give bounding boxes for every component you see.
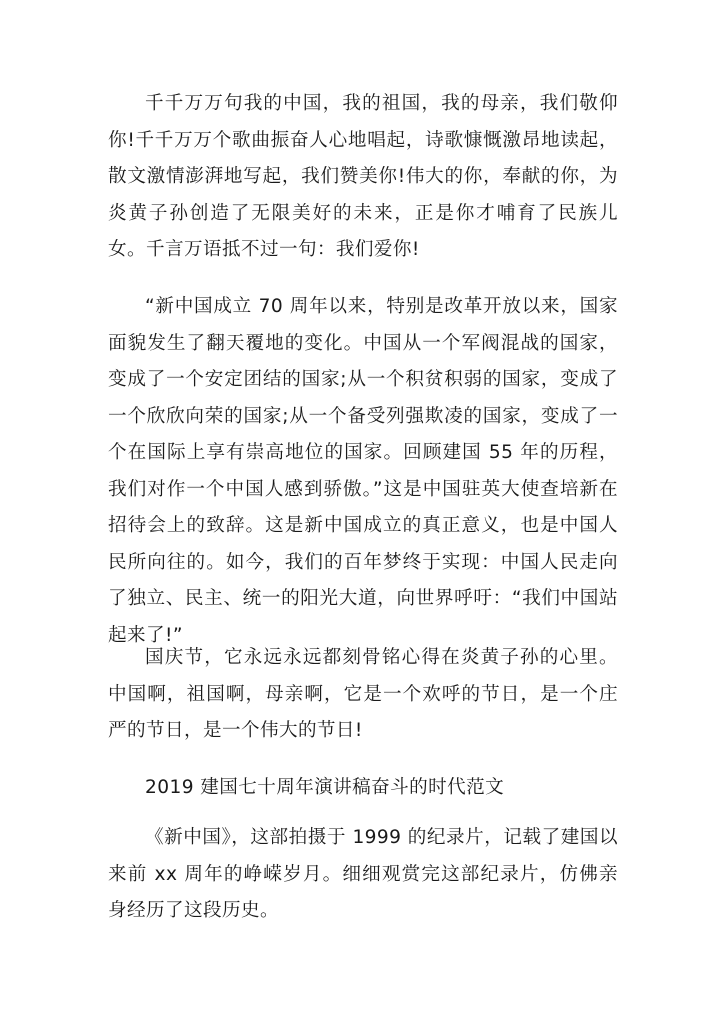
paragraph-new-china-quote: “新中国成立 70 周年以来，特别是改革开放以来，国家面貌发生了翻天覆地的变化。中国从一个军阀混战的国家，变成了一个安定团结的国家;从一个积贫积弱的国家，变成了一个欣欣向荣的国家;从一个备受列强欺凌的国家，变成了一个在国际上享有崇高地位的国家。回顾建国 55 年的历程，我们对作一个中国人感到骄傲。”这是中国驻英大使查培新在招待会上的致辞。这是新中国成立的真正意义，也是中国人民所向往的。如今，我们的百年梦终于实现：中国人民走向了独立、民主、统一的阳光大道，向世界呼吁：“我们中国站起来了!” [108, 296, 618, 646]
paragraph-documentary: 《新中国》，这部拍摄于 1999 的纪录片，记载了建国以来前 xx 周年的峥嵘岁月。细细观赏完这部纪录片，仿佛亲身经历了这段历史。 [108, 827, 618, 921]
paragraph-praise-motherland: 千千万万句我的中国，我的祖国，我的母亲，我们敬仰你!千千万万个歌曲振奋人心地唱起，诗歌慷慨激昂地读起，散文激情澎湃地写起，我们赞美你!伟大的你，奉献的你，为炎黄子孙创造了无限美好的未来，正是你才哺育了民族儿女。千言万语抵不过一句：我们爱你! [108, 93, 618, 260]
paragraph-national-day: 国庆节，它永远永远都刻骨铭心得在炎黄子孙的心里。中国啊，祖国啊，母亲啊，它是一个欢呼的节日，是一个庄严的节日，是一个伟大的节日! [108, 647, 618, 741]
section-heading: 2019 建国七十周年演讲稿奋斗的时代范文 [145, 777, 505, 798]
